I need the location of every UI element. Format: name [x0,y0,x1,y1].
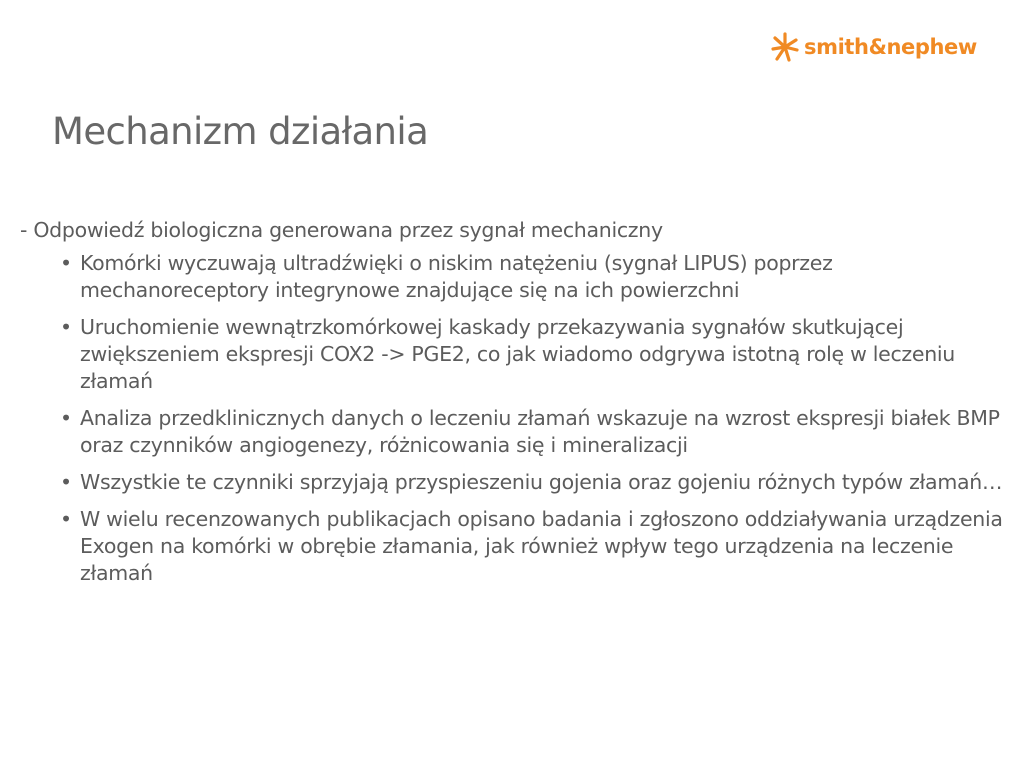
bullet-dot: • [60,470,72,494]
bullet-item [20,405,1005,459]
slide-content [20,217,1005,597]
bullet-text: Wszystkie te czynniki sprzyjają przyspieszeniu gojenia oraz gojeniu różnych typów złamań… [80,470,1003,494]
slide-title: Mechanizm działania [52,110,429,153]
starburst-icon [770,30,800,64]
bullet-text: W wielu recenzowanych publikacjach opisano badania i zgłoszono oddziaływania urządzenia Exogen na komórki w obrębie złamania, jak również wpływ tego urządzenia na leczenie złamań [80,507,1003,585]
brand-logo [770,30,977,64]
bullet-text: Komórki wyczuwają ultradźwięki o niskim natężeniu (sygnał LIPUS) poprzez mechanoreceptory integrynowe znajdujące się na ich powierzchni [80,251,833,302]
bullet-text: Analiza przedklinicznych danych o leczeniu złamań wskazuje na wzrost ekspresji białek BMP oraz czynników angiogenezy, różnicowania się i mineralizacji [80,406,1000,457]
bullet-text: Uruchomienie wewnątrzkomórkowej kaskady przekazywania sygnałów skutkującej zwiększeniem ekspresji COX2 -> PGE2, co jak wiadomo odgrywa istotną rolę w leczeniu złamań [80,315,955,393]
bullet-dot: • [60,315,72,339]
bullet-dot: • [60,507,72,531]
bullet-item [20,250,1005,304]
logo-wordmark: smith&nephew [804,34,977,59]
bullet-dot: • [60,406,72,430]
bullet-item [20,506,1005,587]
bullet-dot: • [60,251,72,275]
bullet-list [20,250,1005,587]
bullet-item [20,314,1005,395]
lead-line: - Odpowiedź biologiczna generowana przez sygnał mechaniczny [20,218,663,242]
bullet-item [20,469,1005,496]
